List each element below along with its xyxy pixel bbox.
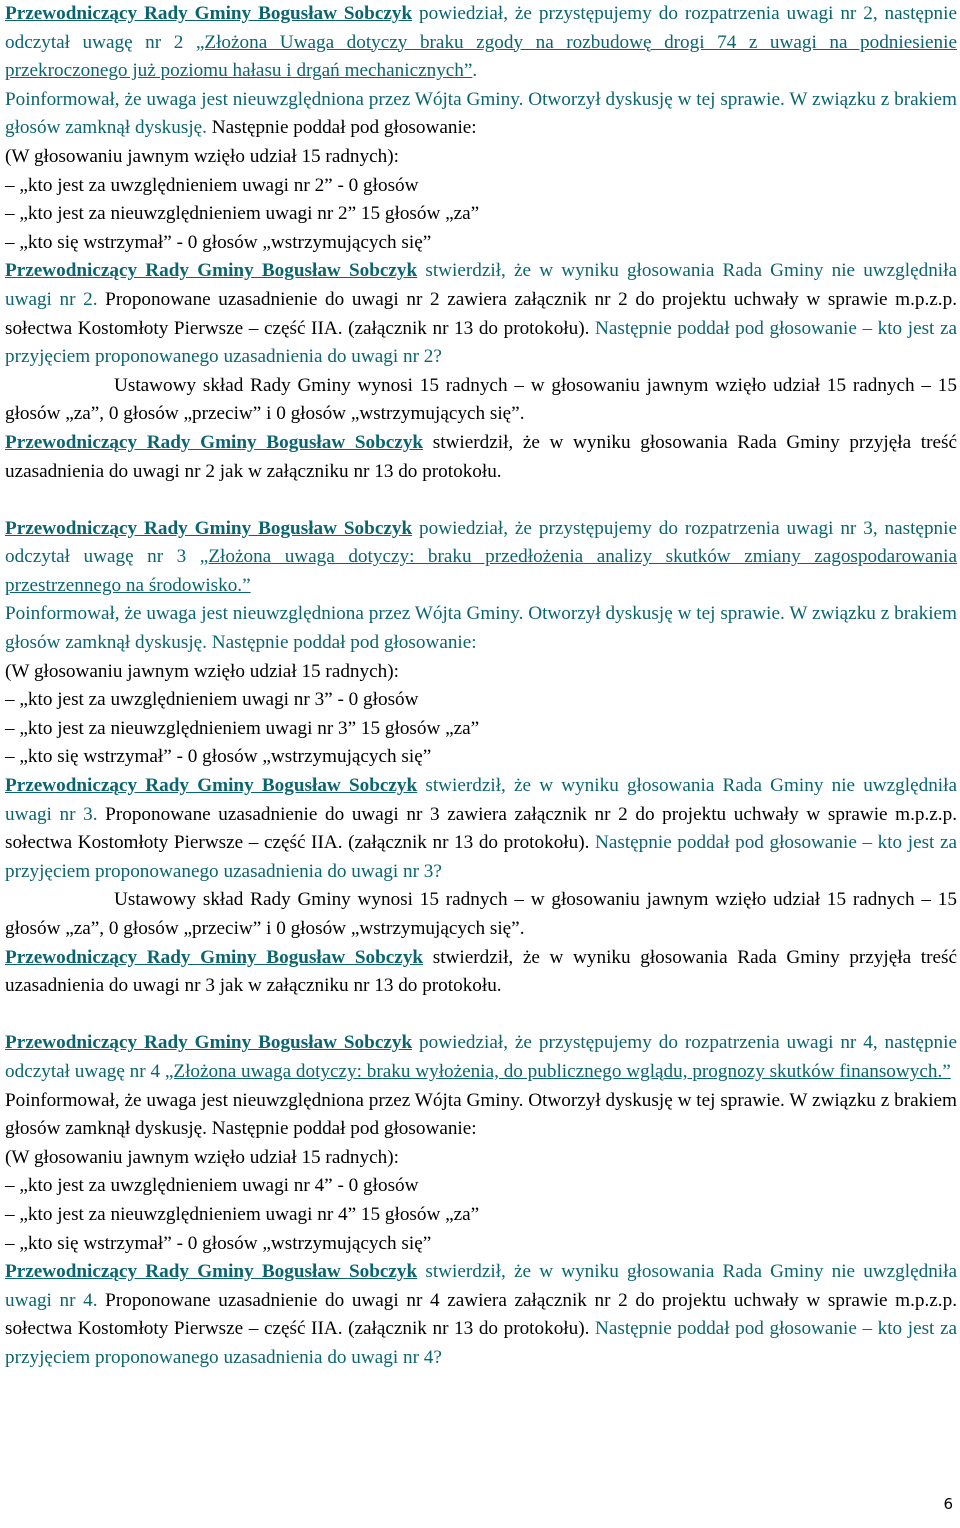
vote-line: – „kto jest za uwzględnieniem uwagi nr 4” - 0 głosów xyxy=(5,1175,419,1197)
result-text-teal: Następnie poddał pod głosowanie – kto jest za przyjęciem proponowanego uzasadnienia do uwagi nr 3? xyxy=(5,832,957,882)
vote-line: – „kto jest za nieuwzględnieniem uwagi nr 3” 15 głosów „za” xyxy=(5,717,480,739)
info-text-teal: Poinformował, że uwaga jest nieuwzględniona przez Wójta Gminy. Otworzył dyskusję w tej sprawie. W związku z brakiem głosów zamknął dyskusję. Następnie poddał pod głosowanie: xyxy=(5,603,957,654)
result-paragraph xyxy=(5,1258,957,1372)
intro-text: powiedział, że przystępujemy do rozpatrzenia uwagi nr 3, następnie odczytał uwagę nr 3 xyxy=(5,517,957,568)
result-text-teal: stwierdził, że w wyniku głosowania Rada Gminy nie uwzględniła uwagi nr 2. xyxy=(5,260,957,310)
voting-header: (W głosowaniu jawnym wzięło udział 15 radnych): xyxy=(5,660,399,682)
chairman-name: Przewodniczący Rady Gminy Bogusław Sobczyk xyxy=(5,431,424,453)
result-text-teal: Następnie poddał pod głosowanie – kto jest za przyjęciem proponowanego uzasadnienia do uwagi nr 4? xyxy=(5,1318,957,1368)
result-text: Proponowane uzasadnienie do uwagi nr 3 zawiera załącznik nr 2 do projektu uchwały w sprawie m.p.z.p. sołectwa Kostomłoty Pierwsze – część IIA. (załącznik nr 13 do protokołu). xyxy=(5,803,957,854)
vote-line: – „kto jest za uwzględnieniem uwagi nr 2” - 0 głosów xyxy=(5,174,419,196)
composition-paragraph: Ustawowy skład Rady Gminy wynosi 15 radnych – w głosowaniu jawnym wzięło udział 15 radnych – 15 głosów „za”, 0 głosów „przeciw” i 0 głosów „wstrzymujących się”. xyxy=(5,889,957,939)
chairman-name: Przewodniczący Rady Gminy Bogusław Sobczyk xyxy=(5,3,413,24)
vote-line: – „kto jest za nieuwzględnieniem uwagi nr 2” 15 głosów „za” xyxy=(5,203,480,225)
intro-text: powiedział, że przystępujemy do rozpatrzenia uwagi nr 2, następnie odczytał uwagę nr 2 xyxy=(5,3,957,53)
result-text: Proponowane uzasadnienie do uwagi nr 4 zawiera załącznik nr 2 do projektu uchwały w sprawie m.p.z.p. sołectwa Kostomłoty Pierwsze – część IIA. (załącznik nr 13 do protokołu). xyxy=(5,1289,957,1340)
section-uwaga-3 xyxy=(5,515,957,1001)
vote-line: – „kto się wstrzymał” - 0 głosów „wstrzymujących się” xyxy=(5,231,432,253)
voting-header: (W głosowaniu jawnym wzięło udział 15 radnych): xyxy=(5,1146,399,1168)
result-text-teal: stwierdził, że w wyniku głosowania Rada Gminy nie uwzględniła uwagi nr 3. xyxy=(5,775,957,825)
chairman-name: Przewodniczący Rady Gminy Bogusław Sobczyk xyxy=(5,946,424,968)
page-number: 6 xyxy=(943,1495,953,1513)
section-uwaga-4 xyxy=(5,1029,957,1372)
info-paragraph xyxy=(5,86,957,143)
result-text-teal: stwierdził, że w wyniku głosowania Rada Gminy nie uwzględniła uwagi nr 4. xyxy=(5,1261,957,1311)
chairman-name: Przewodniczący Rady Gminy Bogusław Sobczyk xyxy=(5,1032,413,1054)
result-paragraph xyxy=(5,257,957,371)
composition-paragraph: Ustawowy skład Rady Gminy wynosi 15 radnych – w głosowaniu jawnym wzięło udział 15 radnych – 15 głosów „za”, 0 głosów „przeciw” i 0 głosów „wstrzymujących się”. xyxy=(5,374,957,425)
result-text: Proponowane uzasadnienie do uwagi nr 2 zawiera załącznik nr 2 do projektu uchwały w sprawie m.p.z.p. sołectwa Kostomłoty Pierwsze – część IIA. (załącznik nr 13 do protokołu). xyxy=(5,288,957,339)
vote-line: – „kto jest za nieuwzględnieniem uwagi nr 4” 15 głosów „za” xyxy=(5,1203,480,1225)
info-text: Następnie poddał pod głosowanie: xyxy=(206,117,477,139)
info-text-teal: Poinformował, że uwaga jest nieuwzględniona przez Wójta Gminy. Otworzył dyskusję w tej sprawie. W związku z brakiem głosów zamknął dyskusję. xyxy=(5,88,957,139)
final-result-paragraph xyxy=(5,944,957,1001)
intro-paragraph xyxy=(5,515,957,601)
remark-quote: „Złożona uwaga dotyczy: braku przedłożenia analizy skutków zmiany zagospodarowania przestrzennego na środowisko.” xyxy=(5,546,957,596)
intro-text: powiedział, że przystępujemy do rozpatrzenia uwagi nr 4, następnie odczytał uwagę nr 4 xyxy=(5,1032,957,1082)
vote-line: – „kto się wstrzymał” - 0 głosów „wstrzymujących się” xyxy=(5,1232,432,1254)
final-result-text: stwierdził, że w wyniku głosowania Rada Gminy przyjęła treść uzasadnienia do uwagi nr 3 jak w załączniku nr 13 do protokołu. xyxy=(5,946,957,997)
intro-paragraph xyxy=(5,1029,957,1086)
chairman-name: Przewodniczący Rady Gminy Bogusław Sobczyk xyxy=(5,260,418,282)
section-uwaga-2 xyxy=(5,0,957,486)
info-paragraph xyxy=(5,600,957,657)
final-result-text: stwierdził, że w wyniku głosowania Rada Gminy przyjęła treść uzasadnienia do uwagi nr 2 jak w załączniku nr 13 do protokołu. xyxy=(5,431,957,482)
result-text-teal: Następnie poddał pod głosowanie – kto jest za przyjęciem proponowanego uzasadnienia do uwagi nr 2? xyxy=(5,317,957,368)
final-result-paragraph xyxy=(5,429,957,486)
info-paragraph xyxy=(5,1087,957,1144)
intro-end: . xyxy=(472,60,478,82)
info-text: Poinformował, że uwaga jest nieuwzględniona przez Wójta Gminy. Otworzył dyskusję w tej sprawie. W związku z brakiem głosów zamknął dyskusję. Następnie poddał pod głosowanie: xyxy=(5,1089,957,1140)
chairman-name: Przewodniczący Rady Gminy Bogusław Sobczyk xyxy=(5,1261,418,1283)
chairman-name: Przewodniczący Rady Gminy Bogusław Sobczyk xyxy=(5,517,413,539)
result-paragraph xyxy=(5,772,957,886)
vote-line: – „kto jest za uwzględnieniem uwagi nr 3” - 0 głosów xyxy=(5,689,419,711)
vote-line: – „kto się wstrzymał” - 0 głosów „wstrzymujących się” xyxy=(5,746,432,768)
remark-quote: „Złożona uwaga dotyczy: braku wyłożenia, do publicznego wglądu, prognozy skutków finansowych.” xyxy=(164,1060,951,1082)
document-page xyxy=(5,0,957,1401)
voting-header: (W głosowaniu jawnym wzięło udział 15 radnych): xyxy=(5,145,399,167)
intro-paragraph xyxy=(5,0,957,86)
remark-quote: „Złożona Uwaga dotyczy braku zgody na rozbudowę drogi 74 z uwagi na podniesienie przekroczonego już poziomu hałasu i drgań mechanicznych” xyxy=(5,31,957,82)
chairman-name: Przewodniczący Rady Gminy Bogusław Sobczyk xyxy=(5,775,418,797)
